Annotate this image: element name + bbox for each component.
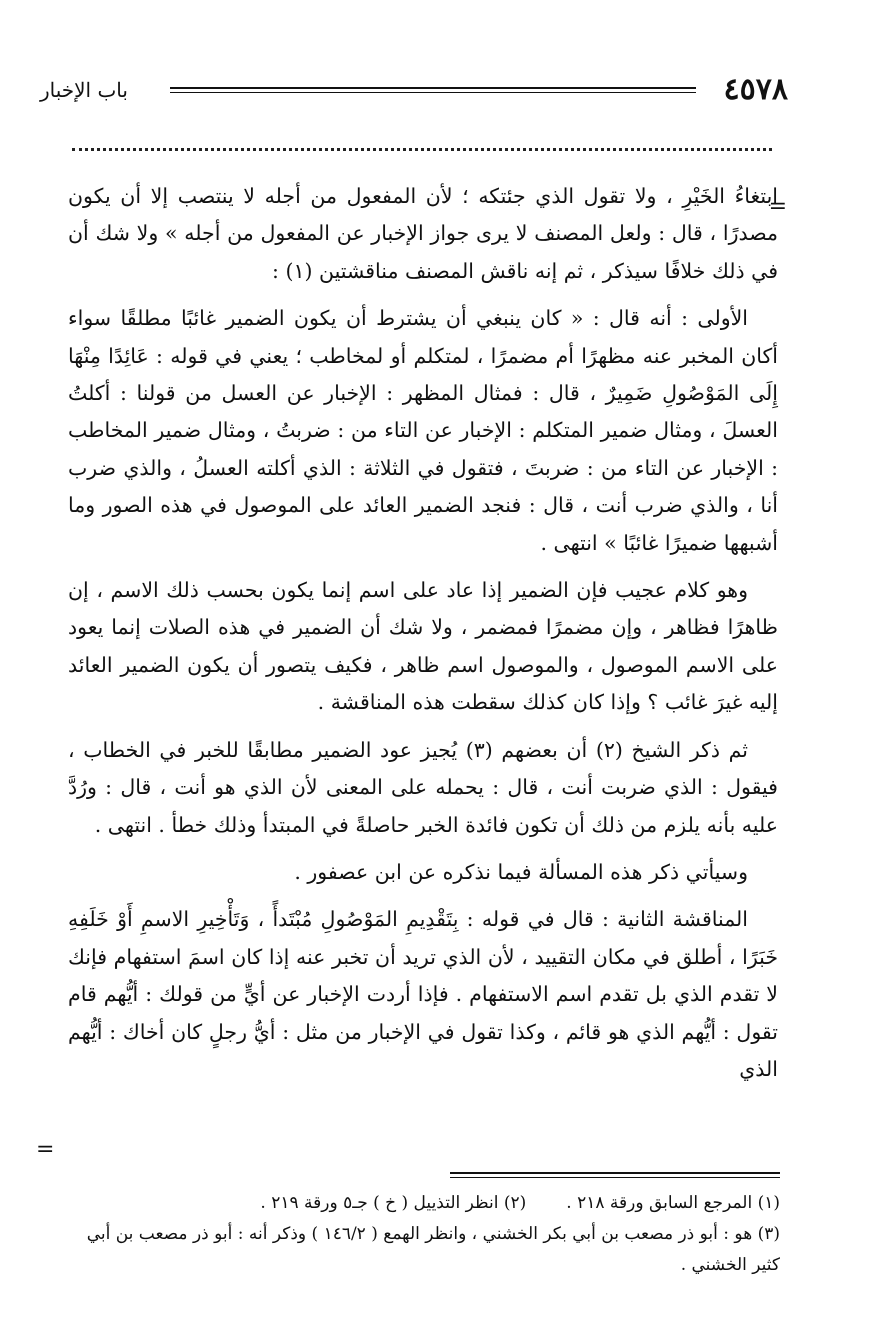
continuation-mark-bottom: = [36,1137,55,1162]
footnote-3: (٣) هو : أبو ذر مصعب بن أبي بكر الخشني ، وانظر الهمع ( ١٤٦/٢ ) وذكر أنه : أبو ذر مصعب بن أبي كثير الخشني . [86,1224,780,1275]
main-text [68,178,778,1098]
paragraph-4: ثم ذكر الشيخ (٢) أن بعضهم (٣) يُجيز عود الضمير مطابقًا للخبر في الخطاب ، فيقول : الذي ضربت أنت ، قال : يحمله على المعنى لأن الذي هو أنت ، قال : ورُدَّ عليه بأنه يلزم من ذلك أن تكون فائدة الخبر حاصلةً في المبتدأ وذلك خطأ . انتهى . [68,737,778,837]
footnote-row [72,1188,780,1219]
footnote-1: (١) المرجع السابق ورقة ٢١٨ . [566,1193,780,1213]
paragraph-6: المناقشة الثانية : قال في قوله : بِتَقْدِيمِ المَوْصُولِ مُبْتَدأً ، وَتَأْخِيرِ الاسمِ أَوْ خَلَفِهِ خَبَرًا ، أطلق في مكان التقييد ، لأن الذي تريد أن تخبر عنه إذا كان اسمَ استفهام فإنك لا تقدم الذي بل تقدم اسم الاستفهام . فإذا أردت الإخبار عن أيٍّ من قولك : أيُّهم قام تقول : أيُّهم الذي هو قائم ، وكذا تقول في الإخبار من مثل : أيُّ رجلٍ كان أخاك : أيُّهم الذي [68,907,778,1081]
paragraph-2: الأولى : أنه قال : « كان ينبغي أن يشترط أن يكون الضمير غائبًا مطلقًا سواء أكان المخبر عنه مظهرًا أم مضمرًا ، لمتكلم أو لمخاطب ؛ يعني في قوله : عَائِدًا مِنْهَا إِلَى المَوْصُولِ ضَمِيرٌ ، قال : فمثال المظهر : الإخبار عن العسل من قولنا : أكلتُ العسلَ ، ومثال ضمير المتكلم : الإخبار عن التاء من : ضربتُ ، ومثال ضمير المخاطب : الإخبار عن التاء من : ضربتَ ، فتقول في الثلاثة : الذي أكلته العسلُ ، والذي ضرب أنا ، والذي ضرب أنت ، قال : فنجد الضمير العائد على الموصول في هذه الصور وما أشبهها ضميرًا غائبًا » انتهى . [68,306,778,555]
page-header [40,70,788,110]
chapter-title: باب الإخبار [40,78,128,102]
header-rule [170,87,696,89]
continuation-mark-top: = [768,194,787,219]
footnote-2: (٢) انظر التذييل ( خ ) جـ٥ ورقة ٢١٩ . [260,1193,527,1213]
paragraph-5: وسيأتي ذكر هذه المسألة فيما نذكره عن ابن عصفور . [294,859,748,884]
footnote-rule [450,1172,780,1174]
page-number: ٤٥٧٨ [723,72,788,107]
footnotes [72,1188,780,1281]
paragraph-1: ابتغاءُ الخَيْرِ ، ولا تقول الذي جئتكه ؛ لأن المفعول من أجله لا ينتصب إلا أن يكون مصدرًا ، قال : ولعل المصنف لا يرى جواز الإخبار عن المفعول من أجله » ولا شك أن في ذلك خلافًا سيذكر ، ثم إنه ناقش المصنف مناقشتين (١) : [68,184,778,283]
paragraph-3: وهو كلام عجيب فإن الضمير إذا عاد على اسم إنما يكون بحسب ذلك الاسم ، إن ظاهرًا فظاهر ، وإن مضمرًا فمضمر ، ولا شك أن الضمير في هذه الصلات إنما يعود على الاسم الموصول ، والموصول اسم ظاهر ، فكيف يتصور أن يكون الضمير العائد إليه غيرَ غائب ؟ وإذا كان كذلك سقطت هذه المناقشة . [68,578,778,715]
dotted-separator [72,148,772,151]
